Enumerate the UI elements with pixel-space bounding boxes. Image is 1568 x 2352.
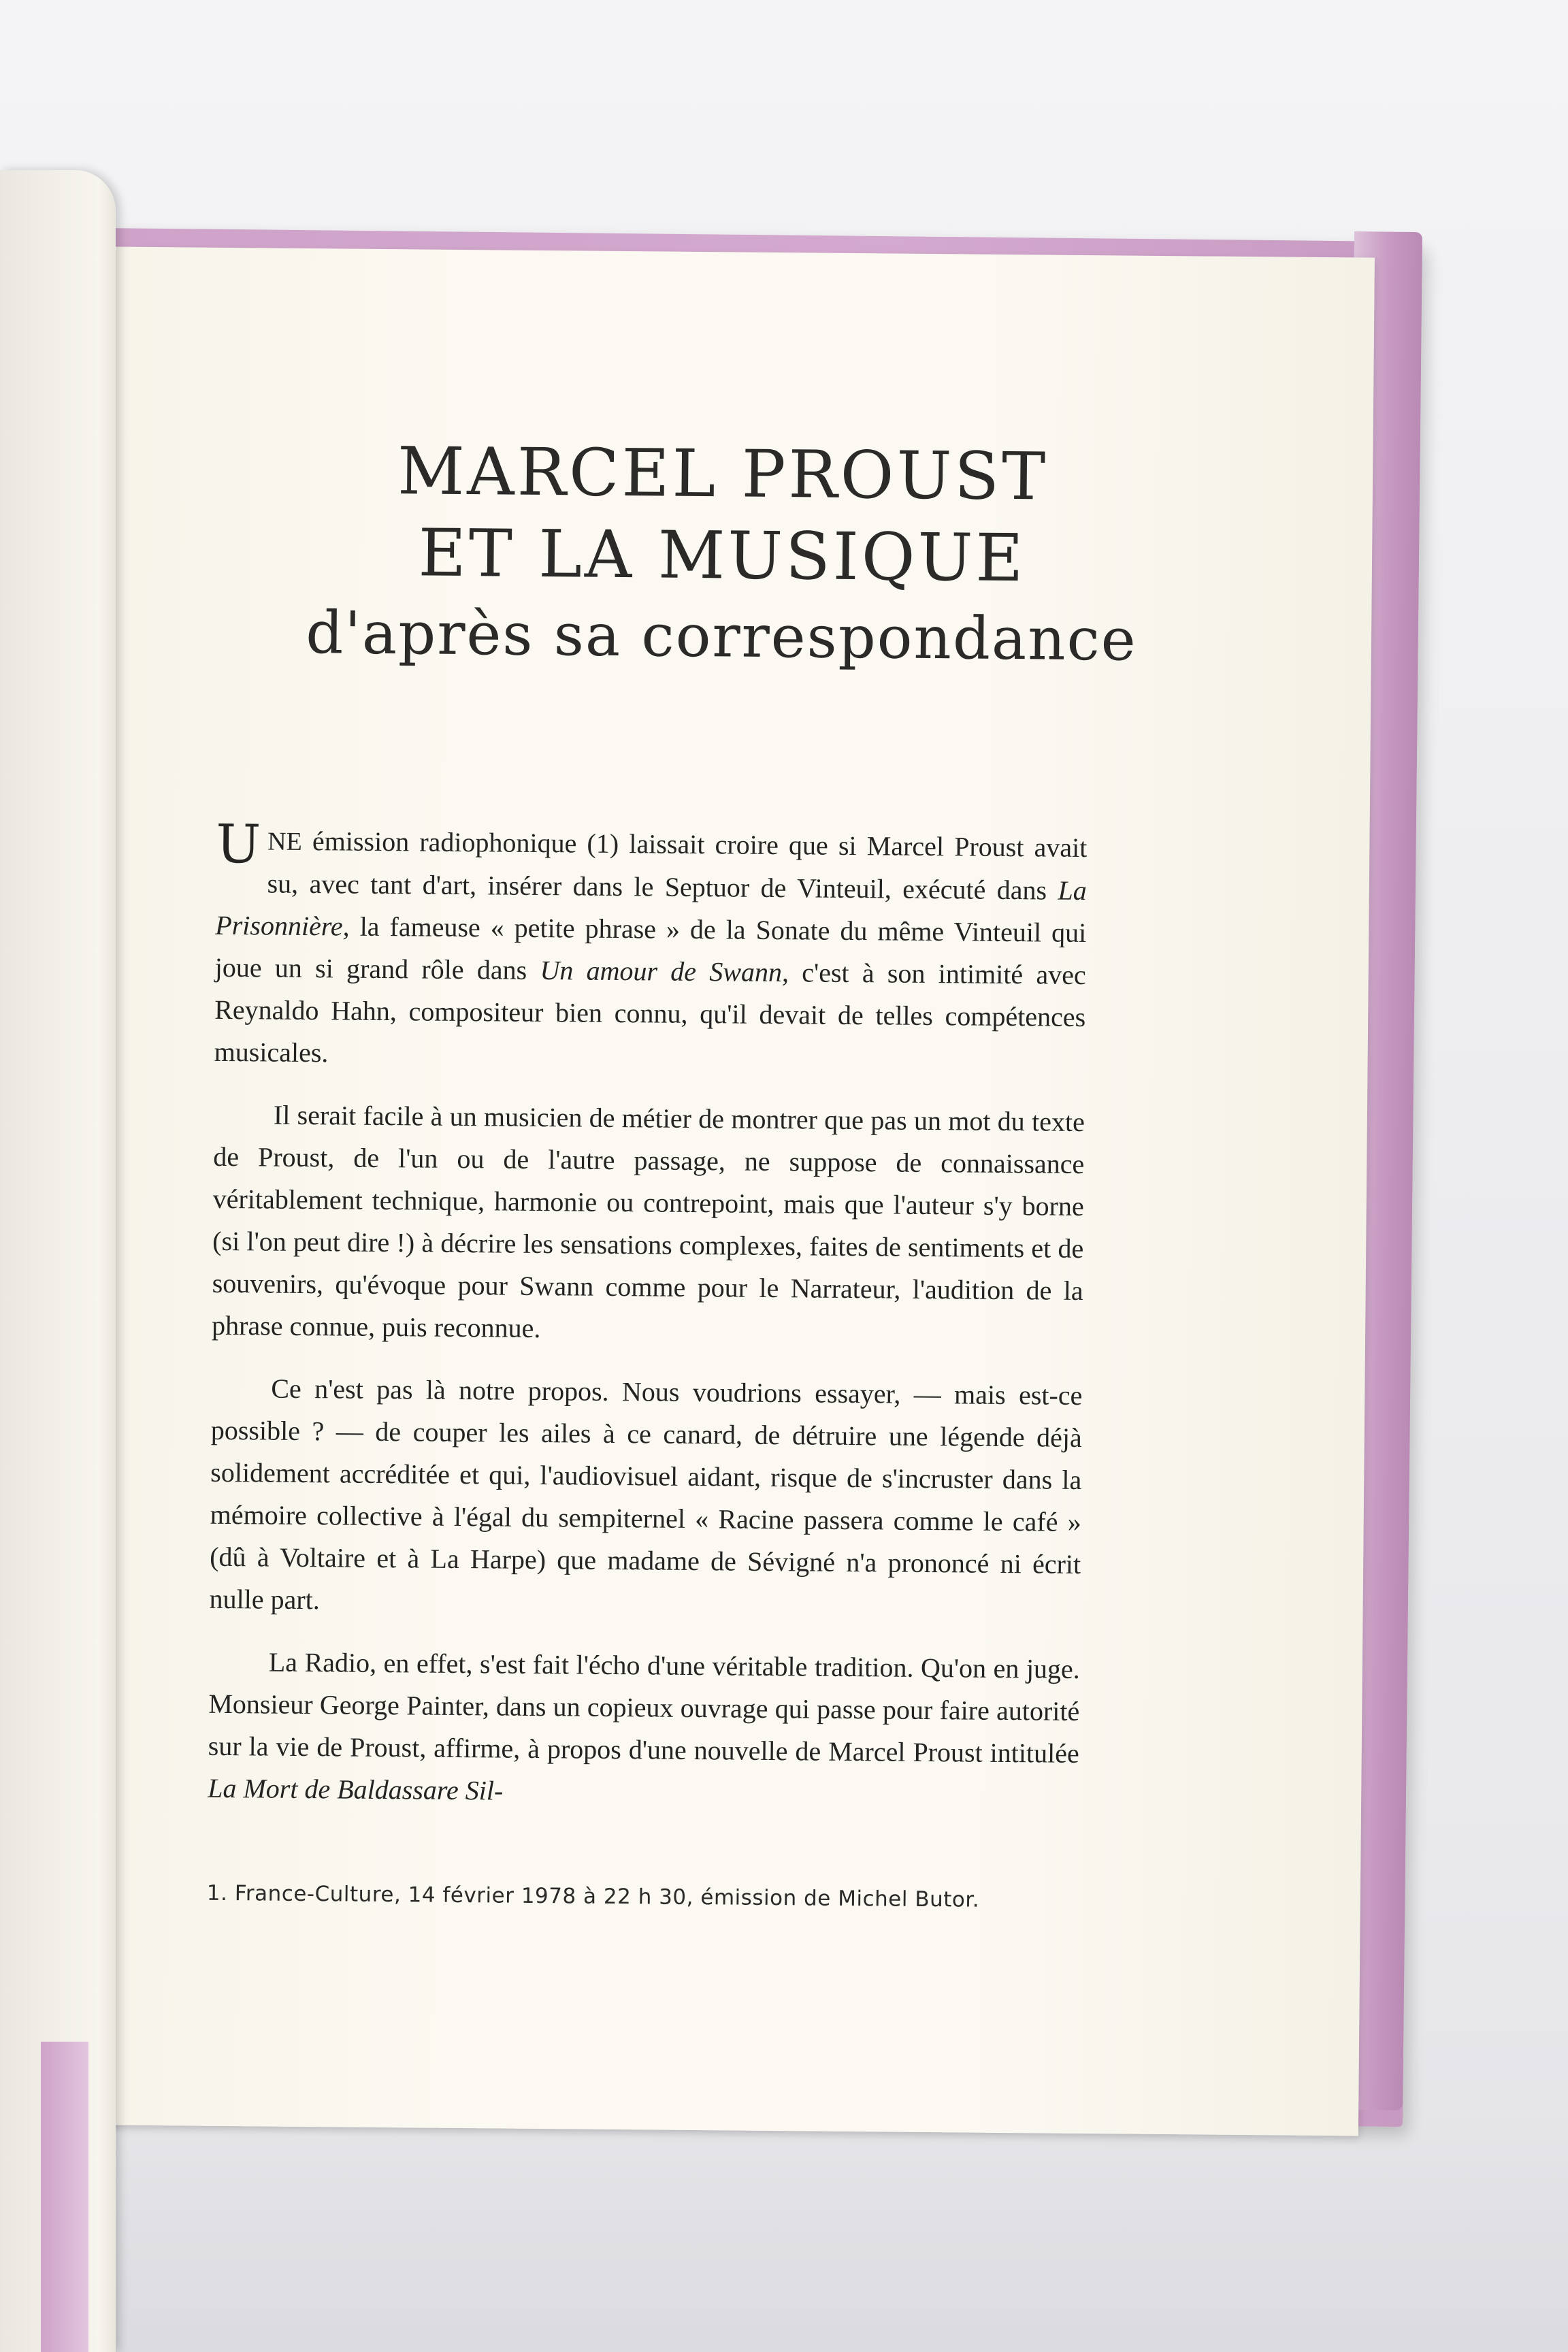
- facing-cover-edge: [41, 2042, 88, 2352]
- paragraph-text: La Radio, en effet, s'est fait l'écho d'une véritable tradition. Qu'on en juge. Monsieur George Painter, dans un copieux ouvrage qui passe pour faire autorité sur la vie de Proust, affirme, à propos d'une nouvelle de Marcel Proust intitulée: [208, 1646, 1081, 1769]
- book-title-swann: Un amour de Swann,: [540, 955, 789, 988]
- paragraph-4: [208, 1641, 1080, 1817]
- paragraph-text: c'est à son intimité avec Reynaldo Hahn, compositeur bien connu, qu'il devait de telles compétences musicales.: [214, 957, 1086, 1068]
- title-line-1: MARCEL PROUST: [397, 433, 1049, 515]
- drop-cap: U: [215, 813, 261, 876]
- paragraph-text: émission radiophonique (1) laissait croire que si Marcel Proust avait su, avec tant d'art, insérer dans le Septuor de Vinteuil, exécuté dans: [267, 825, 1088, 906]
- table-surface: [0, 2123, 1568, 2352]
- page-content: [59, 246, 1375, 2136]
- paragraph-text: la fameuse « petite phrase » de la Sonate du même Vinteuil qui joue un si grand rôle dans: [214, 911, 1087, 986]
- paragraph-1: [214, 813, 1088, 1081]
- small-caps-text: NE: [267, 827, 302, 856]
- book-title-baldassare: La Mort de Baldassare Sil-: [208, 1772, 504, 1806]
- facing-page-edge: [0, 170, 116, 2352]
- paragraph-2: Il serait facile à un musicien de métier de montrer que pas un mot du texte de Proust, de l'un ou de l'autre passage, ne suppose de connaissance véritablement technique, harmonie ou contrepoint, mais que l'auteur s'y borne (si l'on peut dire !) à décrire les sensations complexes, faites de sentiments et de souvenirs, qu'évoque pour Swann comme pour le Narrateur, l'audition de la phrase connue, puis reconnue.: [211, 1099, 1085, 1344]
- article-body: [208, 813, 1088, 1838]
- book-page: [59, 246, 1375, 2136]
- paragraph-3: Ce n'est pas là notre propos. Nous voudrions essayer, — mais est-ce possible ? — de couper les ailes à ce canard, de détruire une légende déjà solidement accréditée et qui, l'audiovisuel aidant, risque de s'incruster dans la mémoire collective à l'égal du sempiternel « Racine passera comme le café » (dû à Voltaire et à La Harpe) que madame de Sévigné n'a prononcé ni écrit nulle part.: [209, 1373, 1083, 1616]
- book-title-prisonniere: La Prisonnière,: [215, 875, 1087, 942]
- title-line-2: ET LA MUSIQUE: [418, 514, 1026, 597]
- subtitle: d'après sa correspondance: [305, 598, 1138, 674]
- footnote: 1. France-Culture, 14 février 1978 à 22 h 30, émission de Michel Butor.: [206, 1880, 980, 1912]
